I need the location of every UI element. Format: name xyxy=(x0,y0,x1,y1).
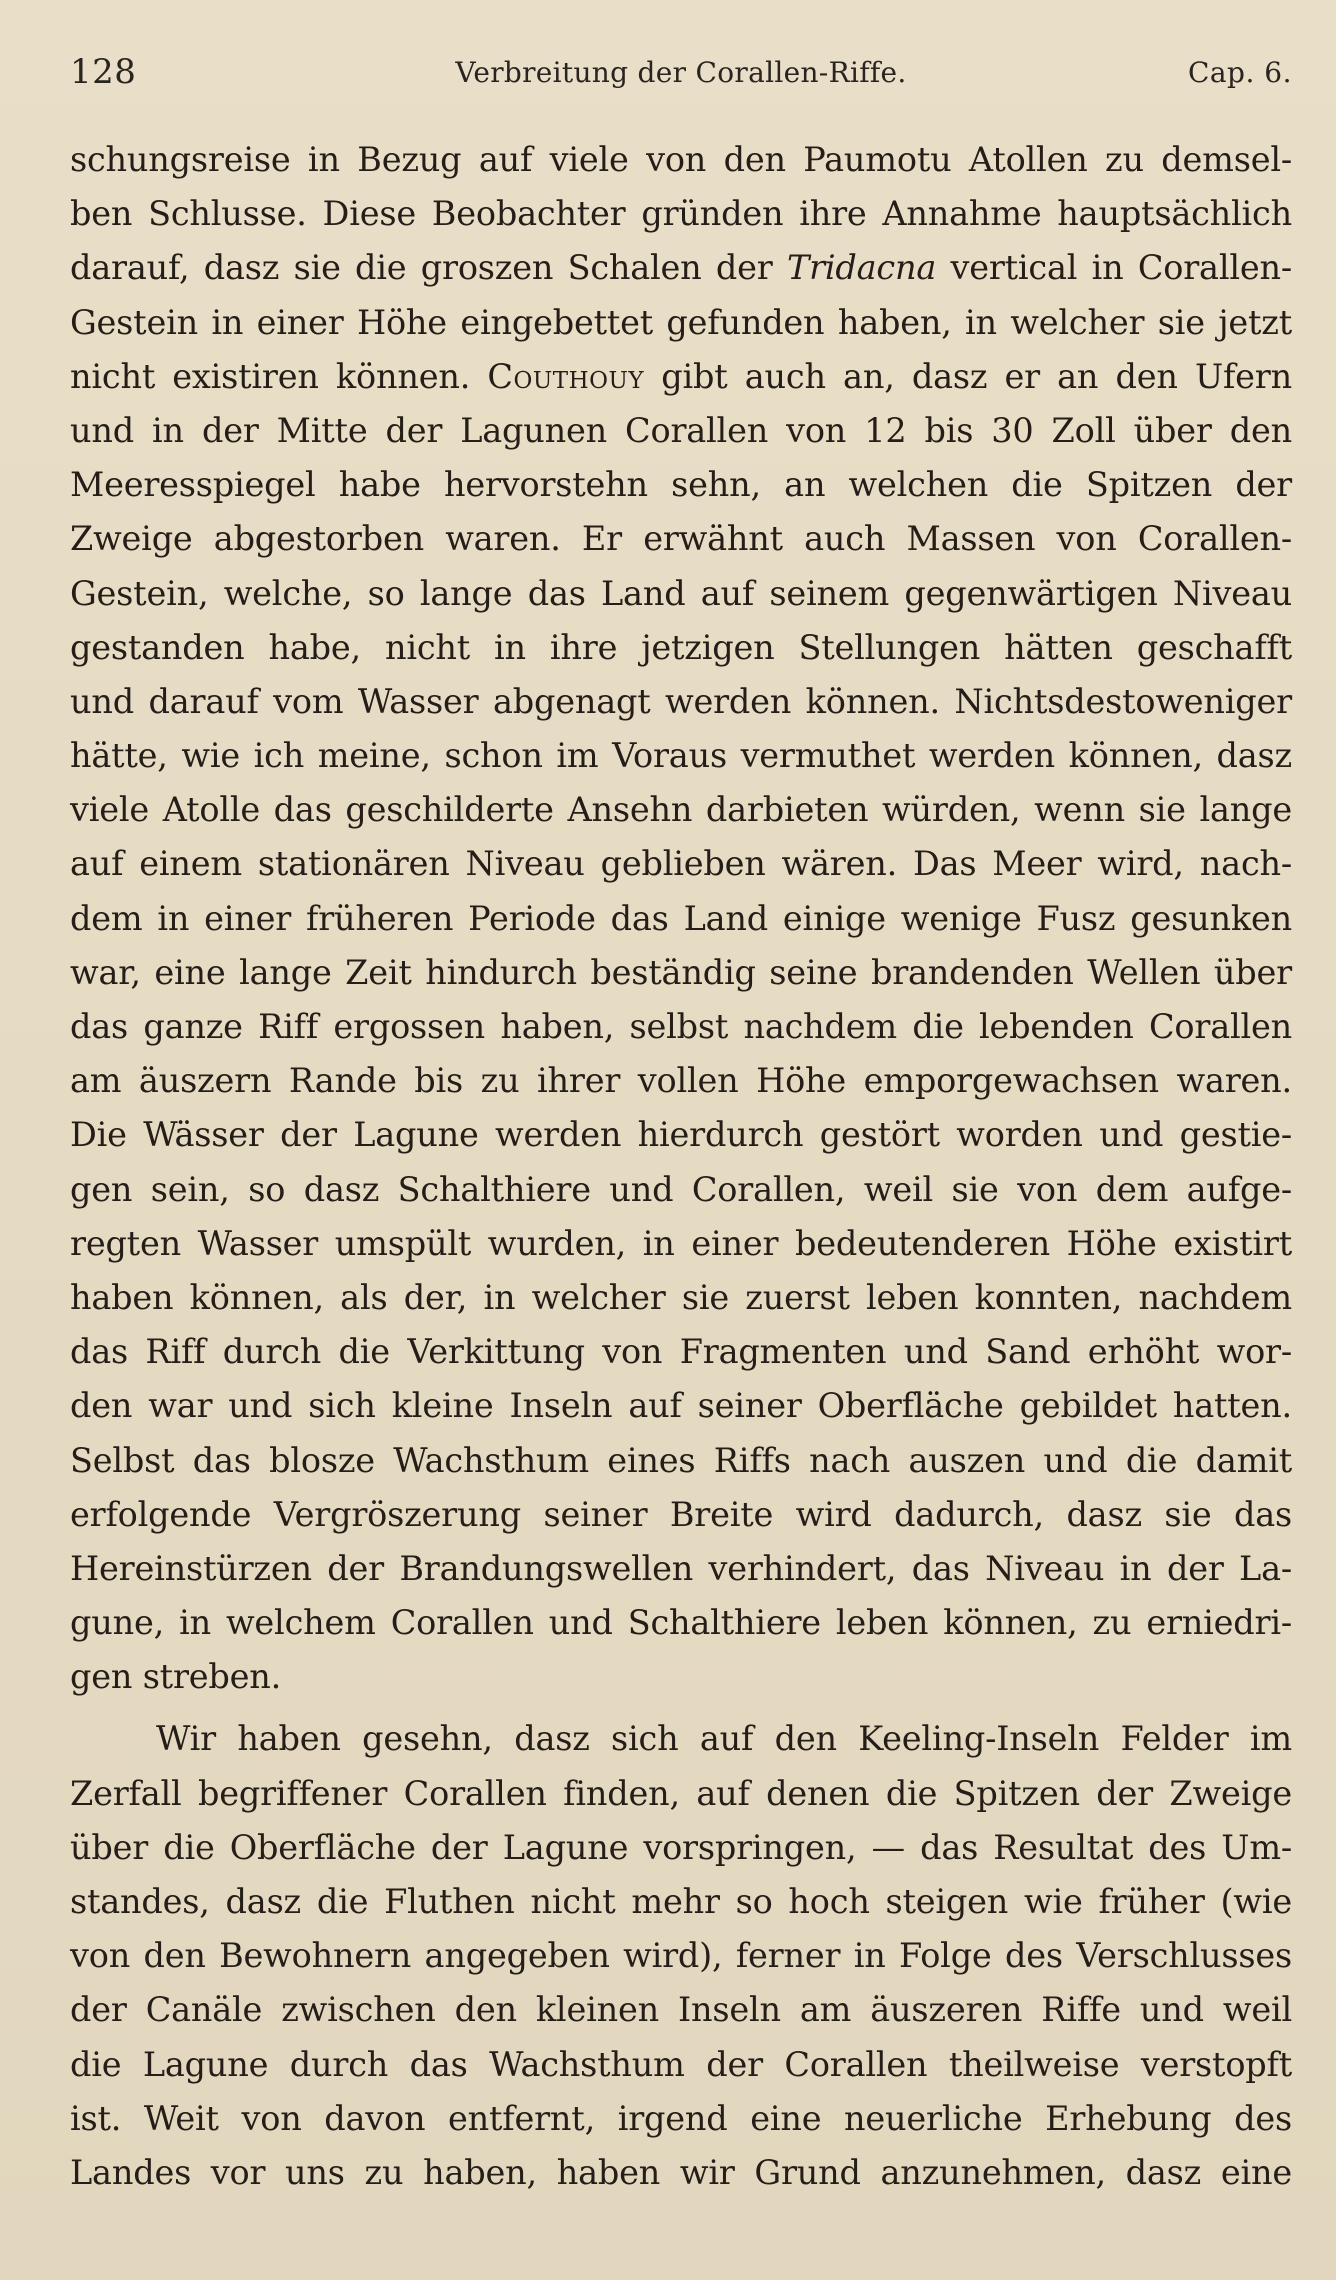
text-line: am äuszern Rande bis zu ihrer vollen Höhe emporgewachsen waren. xyxy=(70,1061,1292,1101)
text-line: Meeresspiegel habe hervorstehn sehn, an welchen die Spitzen der xyxy=(70,465,1292,505)
text-line: den war und sich kleine Inseln auf seiner Oberfläche gebildet hatten. xyxy=(70,1386,1292,1426)
text-line: das Riff durch die Verkittung von Fragmenten und Sand erhöht wor- xyxy=(70,1332,1292,1372)
text-line: viele Atolle das geschilderte Ansehn darbieten würden, wenn sie lange xyxy=(70,790,1292,830)
text-line: Hereinstürzen der Brandungswellen verhindert, das Niveau in der La- xyxy=(70,1548,1292,1588)
text-line: und darauf vom Wasser abgenagt werden können. Nichtsdestoweniger xyxy=(70,681,1292,721)
text-line xyxy=(70,241,1292,295)
text-line: gen streben. xyxy=(70,1657,282,1697)
text-line: regten Wasser umspült wurden, in einer bedeutenderen Höhe existirt xyxy=(70,1223,1292,1263)
text-line: schungsreise in Bezug auf viele von den Paumotu Atollen zu demsel- xyxy=(70,140,1292,179)
text-line: standes, dasz die Fluthen nicht mehr so hoch steigen wie früher (wie xyxy=(70,1882,1292,1921)
text-line: auf einem stationären Niveau geblieben wären. Das Meer wird, nach- xyxy=(70,844,1292,884)
text-line: dem in einer früheren Periode das Land einige wenige Fusz gesunken xyxy=(70,898,1292,938)
running-title: Verbreitung der Corallen-Riffe. xyxy=(455,56,907,89)
text-segment: vertical in Corallen- xyxy=(936,248,1292,288)
text-line: das ganze Riff ergossen haben, selbst nachdem die lebenden Corallen xyxy=(70,1007,1292,1046)
text-line: ist. Weit von davon entfernt, irgend eine neuerliche Erhebung des xyxy=(70,2098,1292,2138)
text-segment: gibt auch an, dasz er an den Ufern xyxy=(644,356,1293,396)
body-text xyxy=(70,133,1292,2200)
text-line: haben können, als der, in welcher sie zuerst leben konnten, nachdem xyxy=(70,1277,1292,1317)
text-line: Wir haben gesehn, dasz sich auf den Keeling-Inseln Felder im xyxy=(156,1719,1292,1759)
text-line: Landes vor uns zu haben, haben wir Grund anzunehmen, dasz eine xyxy=(70,2152,1292,2192)
text-line: gestanden habe, nicht in ihre jetzigen Stellungen hätten geschafft xyxy=(70,627,1292,667)
text-line: erfolgende Vergröszerung seiner Breite wird dadurch, dasz sie das xyxy=(70,1494,1292,1534)
text-line: und in der Mitte der Lagunen Corallen von 12 bis 30 Zoll über den xyxy=(70,410,1292,450)
text-line: gen sein, so dasz Schalthiere und Corallen, weil sie von dem aufge- xyxy=(70,1169,1292,1209)
paragraph-1 xyxy=(70,133,1292,1704)
text-segment: nicht existiren können. xyxy=(70,356,488,396)
page-header xyxy=(70,52,1292,102)
species-name-tridacna: Tridacna xyxy=(786,248,937,288)
author-name-couthouy: Couthouy xyxy=(487,356,645,396)
text-line: Zerfall begriffener Corallen finden, auf denen die Spitzen der Zweige xyxy=(70,1773,1292,1813)
text-line: die Lagune durch das Wachsthum der Corallen theilweise verstopft xyxy=(70,2044,1292,2084)
text-segment: darauf, dasz sie die groszen Schalen der xyxy=(70,248,787,288)
page-number: 128 xyxy=(70,52,137,92)
paragraph-gap xyxy=(70,1704,1292,1712)
text-line: von den Bewohnern angegeben wird), ferner in Folge des Verschlusses xyxy=(70,1936,1292,1976)
text-line: Zweige abgestorben waren. Er erwähnt auch Massen von Corallen- xyxy=(70,519,1292,559)
text-line: ben Schlusse. Diese Beobachter gründen ihre Annahme hauptsächlich xyxy=(70,194,1292,234)
text-line: war, eine lange Zeit hindurch beständig seine brandenden Wellen über xyxy=(70,952,1292,992)
text-line: Gestein, welche, so lange das Land auf seinem gegenwärtigen Niveau xyxy=(70,573,1292,613)
text-line: Gestein in einer Höhe eingebettet gefunden haben, in welcher sie jetzt xyxy=(70,302,1292,342)
chapter-label: Cap. 6. xyxy=(1187,56,1292,89)
text-line: gune, in welchem Corallen und Schalthiere leben können, zu erniedri- xyxy=(70,1603,1292,1643)
text-line: Die Wässer der Lagune werden hierdurch gestört worden und gestie- xyxy=(70,1115,1292,1155)
text-line: der Canäle zwischen den kleinen Inseln am äuszeren Riffe und weil xyxy=(70,1990,1292,2030)
text-line: Selbst das blosze Wachsthum eines Riffs nach auszen und die damit xyxy=(70,1440,1292,1480)
text-line: hätte, wie ich meine, schon im Voraus vermuthet werden können, dasz xyxy=(70,736,1292,776)
paragraph-2 xyxy=(70,1712,1292,2200)
text-line xyxy=(70,350,1292,404)
text-line: über die Oberfläche der Lagune vorspringen, — das Resultat des Um- xyxy=(70,1827,1292,1867)
